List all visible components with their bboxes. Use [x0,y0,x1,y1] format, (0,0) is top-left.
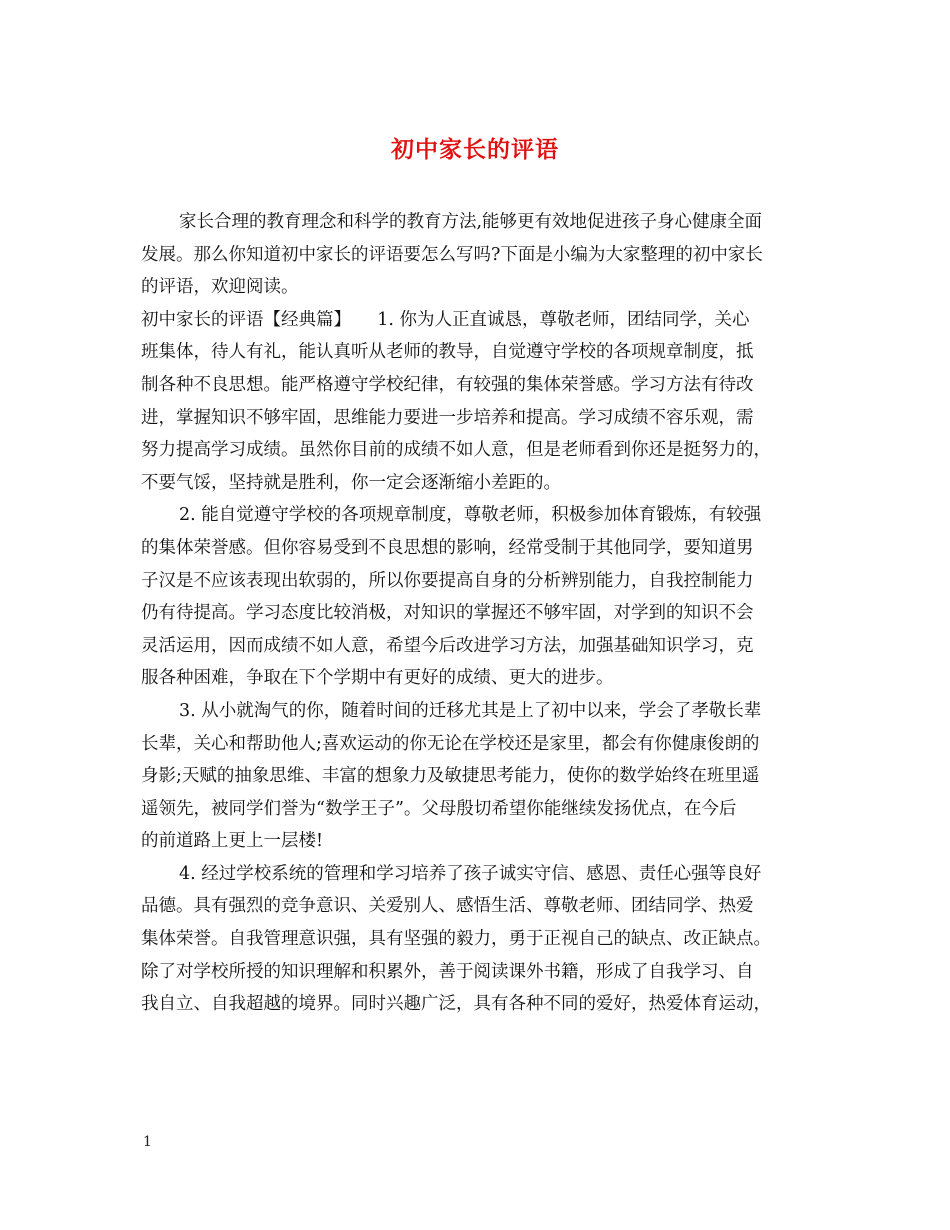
text-line: 努力提高学习成绩。虽然你目前的成绩不如人意，但是老师看到你还是挺努力的， [141,440,771,461]
text-line: 不要气馁，坚持就是胜利，你一定会逐渐缩小差距的。 [141,472,561,493]
text-line: 初中家长的评语【经典篇】 1. 你为人正直诚恳，尊敬老师，团结同学，关心 [141,309,750,330]
text-line: 遥领先，被同学们誉为“数学王子”。父母殷切希望你能继续发扬优点，在今后 [141,798,737,819]
text-line: 2. 能自觉遵守学校的各项规章制度，尊敬老师，积极参加体育锻炼，有较强 [179,505,762,526]
text-line: 除了对学校所授的知识理解和积累外，善于阅读课外书籍，形成了自我学习、自 [141,961,754,982]
text-line: 制各种不良思想。能严格遵守学校纪律，有较强的集体荣誉感。学习方法有待改 [141,374,754,395]
text-line: 集体荣誉。自我管理意识强，具有坚强的毅力，勇于正视自己的缺点、改正缺点。 [141,929,771,950]
text-line: 3. 从小就淘气的你，随着时间的迁移尤其是上了初中以来，学会了孝敬长辈 [179,700,762,721]
document-body [141,206,813,1021]
text-line: 品德。具有强烈的竞争意识、关爱别人、感悟生活、尊敬老师、团结同学、热爱 [141,896,754,917]
text-line: 进，掌握知识不够牢固，思维能力要进一步培养和提高。学习成绩不容乐观，需 [141,407,754,428]
text-line: 长辈，关心和帮助他人;喜欢运动的你无论在学校还是家里，都会有你健康俊朗的 [141,733,760,754]
text-line: 班集体，待人有礼，能认真听从老师的教导，自觉遵守学校的各项规章制度，抵 [141,342,754,363]
text-line: 的集体荣誉感。但你容易受到不良思想的影响，经常受制于其他同学，要知道男 [141,537,754,558]
text-line: 家长合理的教育理念和科学的教育方法,能够更有效地促进孩子身心健康全面 [179,212,763,232]
text-line: 仍有待提高。学习态度比较消极，对知识的掌握还不够牢固，对学到的知识不会 [141,603,754,624]
text-line: 服各种困难，争取在下个学期中有更好的成绩、更大的进步。 [141,668,614,689]
document-title: 初中家长的评语 [391,136,559,163]
text-line: 灵活运用，因而成绩不如人意，希望今后改进学习方法，加强基础知识学习，克 [141,635,754,656]
text-line: 发展。那么你知道初中家长的评语要怎么写吗?下面是小编为大家整理的初中家长 [141,244,763,265]
text-line: 的前道路上更上一层楼! [141,831,324,852]
text-line: 身影;天赋的抽象思维、丰富的想象力及敏捷思考能力，使你的数学始终在班里遥 [141,766,760,787]
text-line: 子汉是不应该表现出软弱的，所以你要提高自身的分析辨别能力，自我控制能力 [141,570,754,591]
text-line: 我自立、自我超越的境界。同时兴趣广泛，具有各种不同的爱好，热爱体育运动， [141,994,771,1015]
text-line: 的评语，欢迎阅读。 [141,277,299,298]
page-number: 1 [143,1134,152,1150]
text-line: 4. 经过学校系统的管理和学习培养了孩子诚实守信、感恩、责任心强等良好 [179,863,762,884]
